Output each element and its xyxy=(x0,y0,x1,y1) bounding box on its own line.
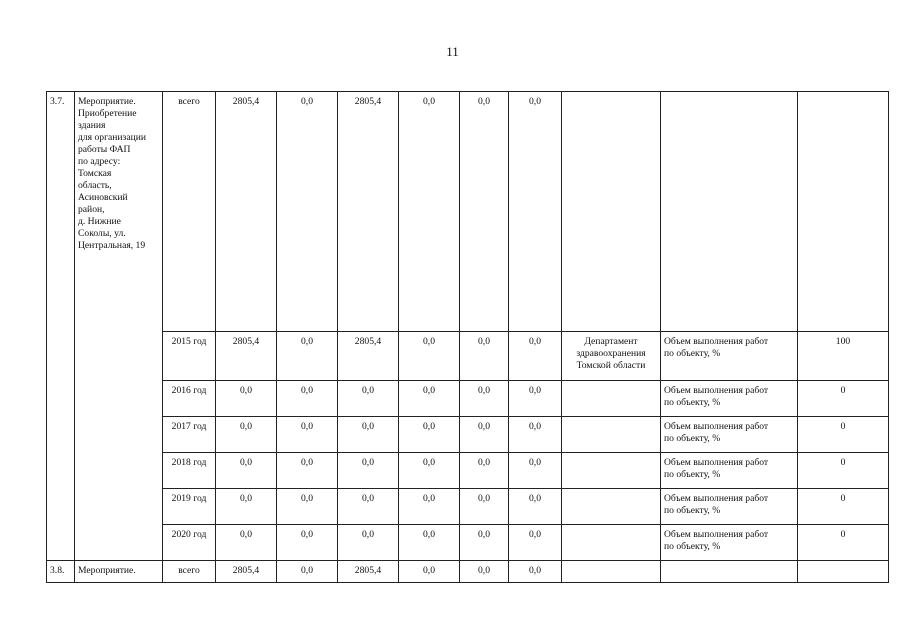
value-cell: 0,0 xyxy=(277,92,338,332)
target-cell: 0 xyxy=(798,453,889,489)
value-cell: 0,0 xyxy=(460,561,509,583)
period-cell: 2017 год xyxy=(163,417,216,453)
value-cell: 0,0 xyxy=(216,381,277,417)
value-cell: 2805,4 xyxy=(216,92,277,332)
value-cell: 2805,4 xyxy=(216,332,277,381)
value-cell: 0,0 xyxy=(460,92,509,332)
value-cell: 0,0 xyxy=(277,417,338,453)
table-row xyxy=(47,561,889,583)
value-cell: 0,0 xyxy=(216,489,277,525)
value-cell: 0,0 xyxy=(277,332,338,381)
value-cell: 0,0 xyxy=(460,381,509,417)
department-cell: Департамент здравоохранения Томской области xyxy=(562,332,661,381)
value-cell: 0,0 xyxy=(509,381,562,417)
department-cell xyxy=(562,489,661,525)
value-cell: 0,0 xyxy=(399,489,460,525)
target-cell: 0 xyxy=(798,489,889,525)
value-cell: 2805,4 xyxy=(216,561,277,583)
value-cell: 0,0 xyxy=(277,561,338,583)
value-cell: 0,0 xyxy=(509,561,562,583)
value-cell: 0,0 xyxy=(338,489,399,525)
department-cell xyxy=(562,381,661,417)
target-cell xyxy=(798,561,889,583)
value-cell: 0,0 xyxy=(509,525,562,561)
target-cell xyxy=(798,92,889,332)
period-cell: всего xyxy=(163,561,216,583)
table-row xyxy=(47,453,889,489)
value-cell: 0,0 xyxy=(460,453,509,489)
indicator-cell: Объем выполнения работ по объекту, % xyxy=(661,525,798,561)
value-cell: 0,0 xyxy=(399,453,460,489)
value-cell: 0,0 xyxy=(216,525,277,561)
department-cell xyxy=(562,92,661,332)
target-cell: 0 xyxy=(798,525,889,561)
value-cell: 0,0 xyxy=(399,525,460,561)
indicator-cell: Объем выполнения работ по объекту, % xyxy=(661,332,798,381)
value-cell: 2805,4 xyxy=(338,332,399,381)
value-cell: 0,0 xyxy=(338,417,399,453)
value-cell: 0,0 xyxy=(277,525,338,561)
indicator-cell: Объем выполнения работ по объекту, % xyxy=(661,489,798,525)
indicator-cell xyxy=(661,92,798,332)
indicator-cell: Объем выполнения работ по объекту, % xyxy=(661,417,798,453)
period-cell: 2018 год xyxy=(163,453,216,489)
value-cell: 0,0 xyxy=(509,453,562,489)
period-cell: 2015 год xyxy=(163,332,216,381)
item-number: 3.7. xyxy=(47,92,75,561)
value-cell: 0,0 xyxy=(399,92,460,332)
value-cell: 0,0 xyxy=(509,92,562,332)
period-cell: всего xyxy=(163,92,216,332)
period-cell: 2020 год xyxy=(163,525,216,561)
indicator-cell: Объем выполнения работ по объекту, % xyxy=(661,381,798,417)
table-row xyxy=(47,417,889,453)
page-number: 11 xyxy=(446,44,459,59)
value-cell: 0,0 xyxy=(509,489,562,525)
period-cell: 2019 год xyxy=(163,489,216,525)
value-cell: 0,0 xyxy=(399,332,460,381)
indicator-cell: Объем выполнения работ по объекту, % xyxy=(661,453,798,489)
value-cell: 0,0 xyxy=(509,417,562,453)
value-cell: 0,0 xyxy=(460,417,509,453)
value-cell: 0,0 xyxy=(216,417,277,453)
table-row xyxy=(47,489,889,525)
item-name: Мероприятие. xyxy=(75,561,163,583)
value-cell: 0,0 xyxy=(399,381,460,417)
item-number: 3.8. xyxy=(47,561,75,583)
value-cell: 0,0 xyxy=(460,525,509,561)
table-row xyxy=(47,332,889,381)
table-row xyxy=(47,525,889,561)
target-cell: 0 xyxy=(798,417,889,453)
value-cell: 0,0 xyxy=(460,332,509,381)
value-cell: 2805,4 xyxy=(338,92,399,332)
value-cell: 0,0 xyxy=(338,525,399,561)
department-cell xyxy=(562,561,661,583)
value-cell: 0,0 xyxy=(338,381,399,417)
value-cell: 0,0 xyxy=(399,561,460,583)
value-cell: 0,0 xyxy=(509,332,562,381)
indicator-cell xyxy=(661,561,798,583)
value-cell: 0,0 xyxy=(277,453,338,489)
table-row xyxy=(47,381,889,417)
table-row xyxy=(47,92,889,332)
value-cell: 0,0 xyxy=(460,489,509,525)
target-cell: 0 xyxy=(798,381,889,417)
value-cell: 0,0 xyxy=(277,381,338,417)
value-cell: 0,0 xyxy=(216,453,277,489)
value-cell: 0,0 xyxy=(338,453,399,489)
department-cell xyxy=(562,417,661,453)
value-cell: 2805,4 xyxy=(338,561,399,583)
department-cell xyxy=(562,525,661,561)
item-name: Мероприятие. Приобретение здания для организации работы ФАП по адресу: Томская область, Асиновский район, д. Нижние Соколы, ул. Центральная, 19 xyxy=(75,92,163,561)
department-cell xyxy=(562,453,661,489)
program-activities-table xyxy=(46,91,889,583)
value-cell: 0,0 xyxy=(399,417,460,453)
period-cell: 2016 год xyxy=(163,381,216,417)
target-cell: 100 xyxy=(798,332,889,381)
value-cell: 0,0 xyxy=(277,489,338,525)
